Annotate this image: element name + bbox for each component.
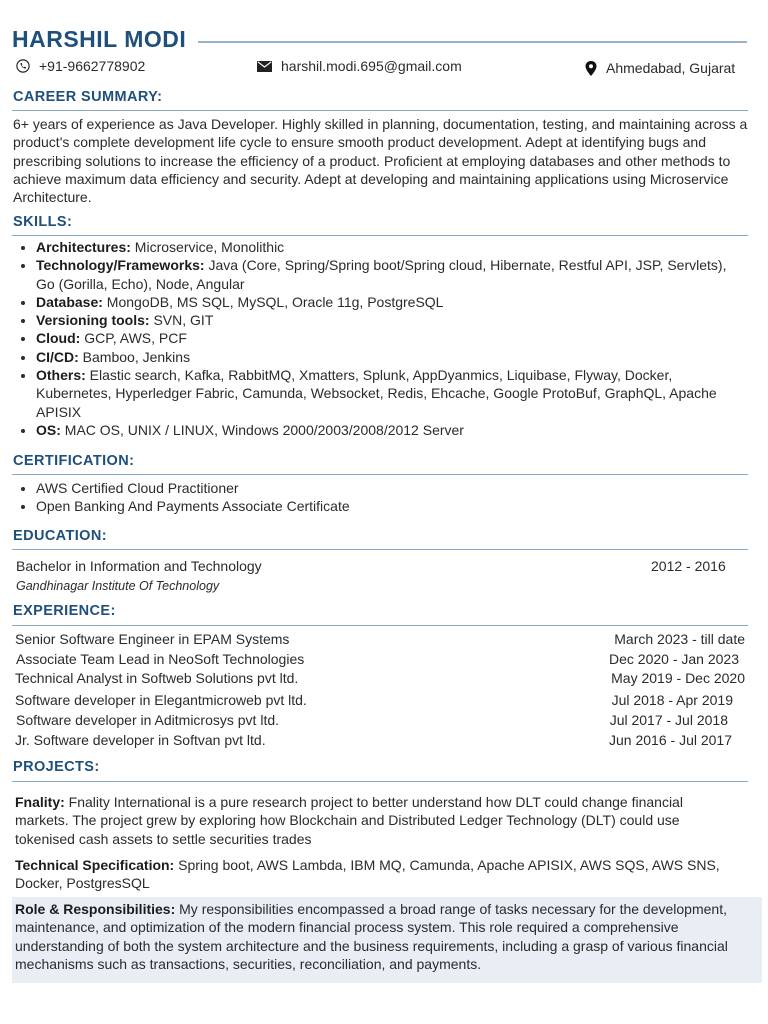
institute-name: Gandhinagar Institute Of Technology [16,579,220,593]
name-divider [198,41,747,43]
email-address[interactable]: harshil.modi.695@gmail.com [281,58,462,74]
list-item [36,366,748,421]
experience-role: Software developer in Aditmicrosys pvt ltd. [16,712,280,728]
experience-row [15,732,732,752]
certification-list [13,479,748,516]
skill-values: SVN, GIT [149,312,214,329]
spec-label: Technical Specification: [15,857,175,873]
career-summary-text: 6+ years of experience as Java Developer. Highly skilled in planning, documentation, testing, and maintaining across a product's complete development life cycle to ensure smooth product development. Adept at identifying bugs and prescribing solutions to increase the efficiency of a product. Proficient at employing databases and other methods to achieve maximum data efficiency and security. Adept at developing and maintaining applications using Microservice Architecture. [13,116,748,206]
experience-row [15,670,745,690]
certification-heading: CERTIFICATION: [13,453,135,469]
experience-row [16,651,739,671]
skill-category: CI/CD: [36,348,79,365]
experience-dates: Jul 2018 - Apr 2019 [611,692,733,708]
section-divider [12,549,748,550]
list-item [36,238,748,256]
experience-dates: Jun 2016 - Jul 2017 [609,732,732,748]
section-divider [12,474,748,475]
contact-email [257,58,462,74]
project-text: Fnality International is a pure research project to better understand how DLT could change financial markets. The project grew by exploring how Blockchain and Distributed Ledger Technology (DLT) could use tokenised cash assets to settle securities trades [15,794,683,847]
skill-category: Versioning tools: [36,312,150,329]
list-item: • Open Banking And Payments Associate Certificate [36,497,748,515]
experience-dates: Dec 2020 - Jan 2023 [609,651,739,667]
experience-heading: EXPERIENCE: [13,603,116,619]
section-divider [12,625,748,626]
degree-title: Bachelor in Information and Technology [16,558,262,574]
experience-dates: May 2019 - Dec 2020 [611,670,745,686]
project-name: Fnality: [15,794,65,810]
contact-location [585,60,735,76]
experience-role: Senior Software Engineer in EPAM Systems [15,631,290,647]
education-heading: EDUCATION: [13,528,107,544]
section-divider [12,781,748,782]
list-item: • AWS Certified Cloud Practitioner [36,479,748,497]
list-item [36,311,748,329]
experience-dates: Jul 2017 - Jul 2018 [609,712,728,728]
list-item [36,256,748,293]
skill-values: MongoDB, MS SQL, MySQL, Oracle 11g, PostgreSQL [102,293,444,310]
skill-category: Database: [36,293,103,310]
skill-category: Technology/Frameworks: [36,257,205,274]
skill-category: OS: [36,421,61,438]
role-text: My responsibilities encompassed a broad range of tasks necessary for the development, maintenance, and optimization of the modern financial process system. This role required a comprehensive understanding of both the system architecture and the business requirements, including a grasp of various financial mechanisms such as transactions, securities, reconciliation, and payments. [15,901,728,972]
list-item [36,421,748,439]
skill-values: Elastic search, Kafka, RabbitMQ, Xmatters, Splunk, AppDyanmics, Liquibase, Flyway, Docker, Kubernetes, Hyperledger Fabric, Camunda, Websocket, Redis, Ehcache, Google ProtoBuf, GraphQL, Apache APISIX [36,367,717,420]
skills-list [13,238,748,439]
skill-values: GCP, AWS, PCF [80,330,187,347]
experience-row [16,712,728,732]
list-item [36,348,748,366]
candidate-name: HARSHIL MODI [12,26,187,52]
skill-category: Architectures: [36,239,131,255]
experience-dates: March 2023 - till date [614,631,745,647]
experience-role: Associate Team Lead in NeoSoft Technologies [16,651,305,667]
experience-role: Jr. Software developer in Softvan pvt ltd. [15,732,266,748]
skill-values: Bamboo, Jenkins [78,348,191,365]
skill-values: MAC OS, UNIX / LINUX, Windows 2000/2003/2008/2012 Server [60,421,464,438]
skill-category: Others: [36,367,86,384]
phone-icon [16,59,30,73]
project-description [15,793,735,848]
skill-values: Java (Core, Spring/Spring boot/Spring cloud, Hibernate, Restful API, JSP, Servlets), Go (Gorilla, Echo), Node, Angular [36,257,727,292]
education-years: 2012 - 2016 [651,558,726,574]
projects-heading: PROJECTS: [13,759,100,775]
location-pin-icon [585,61,597,76]
skill-values: Microservice, Monolithic [130,239,285,255]
list-item [36,293,748,311]
skills-heading: SKILLS: [13,214,73,230]
experience-role: Technical Analyst in Softweb Solutions pvt ltd. [15,670,299,686]
location-text: Ahmedabad, Gujarat [606,60,736,76]
spec-text: Spring boot, AWS Lambda, IBM MQ, Camunda, Apache APISIX, AWS SQS, AWS SNS, Docker, PostgresSQL [15,857,720,892]
experience-row [15,631,745,651]
experience-role: Software developer in Elegantmicroweb pvt ltd. [15,692,307,708]
technical-specification [15,856,735,893]
role-responsibilities [15,900,755,973]
mail-icon [257,61,272,72]
contact-phone [16,58,145,74]
section-divider [12,235,748,236]
experience-row [15,692,733,712]
section-divider [12,110,748,111]
list-item [36,329,748,347]
role-label: Role & Responsibilities: [15,901,176,917]
phone-number: +91-9662778902 [39,58,146,74]
career-summary-heading: CAREER SUMMARY: [13,89,163,105]
skill-category: Cloud: [36,330,81,347]
